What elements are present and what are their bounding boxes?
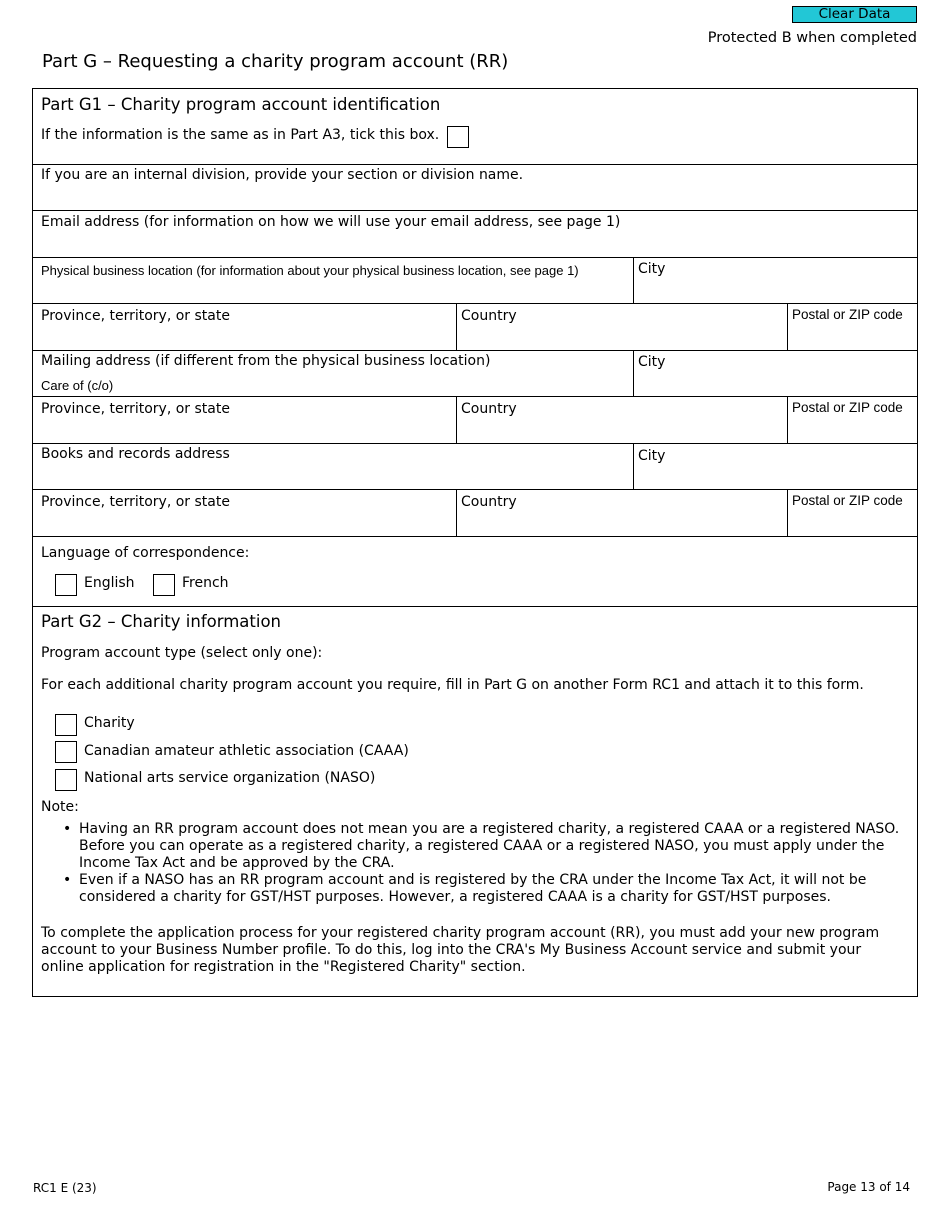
english-label: English: [84, 575, 135, 591]
note-label: Note:: [41, 799, 79, 815]
additional-account-text: For each additional charity program account you require, fill in Part G on another Form RC1 and attach it to this form.: [41, 677, 864, 693]
internal-division-field[interactable]: [33, 186, 917, 209]
divider: [33, 210, 917, 211]
books-province-field[interactable]: [33, 513, 455, 536]
books-records-label: Books and records address: [41, 446, 230, 462]
books-province-label: Province, territory, or state: [41, 494, 230, 510]
divider: [33, 396, 917, 397]
charity-checkbox[interactable]: [55, 714, 77, 736]
physical-country-field[interactable]: [457, 327, 786, 350]
form-code: RC1 E (23): [33, 1181, 97, 1195]
closing-paragraph: To complete the application process for your registered charity program account (RR), you must add your new program account to your Business Number profile. To do this, log into the CRA's My Business Account service and submit your online application for registration in the "Registered Charity" section.: [41, 925, 880, 975]
email-field[interactable]: [33, 233, 917, 256]
same-as-a3-checkbox[interactable]: [447, 126, 469, 148]
physical-postal-field[interactable]: [788, 327, 917, 350]
section-title-g2: Part G2 – Charity information: [41, 612, 282, 631]
naso-checkbox[interactable]: [55, 769, 77, 791]
list-item: • Even if a NASO has an RR program account and is registered by the CRA under the Income Tax Act, it will not be considered a charity for GST/HST purposes. However, a registered CAAA is a charity for GST/HST purposes.: [63, 872, 867, 905]
mailing-province-field[interactable]: [33, 420, 455, 443]
care-of-field[interactable]: [123, 373, 631, 395]
physical-province-label: Province, territory, or state: [41, 308, 230, 324]
divider: [33, 443, 917, 444]
form-box: [32, 88, 918, 997]
mailing-postal-label: Postal or ZIP code: [792, 400, 903, 415]
mailing-province-label: Province, territory, or state: [41, 401, 230, 417]
page-title: Part G – Requesting a charity program account (RR): [42, 51, 509, 72]
mailing-country-field[interactable]: [457, 420, 786, 443]
divider: [33, 257, 917, 258]
caaa-checkbox[interactable]: [55, 741, 77, 763]
email-label: Email address (for information on how we will use your email address, see page 1): [41, 214, 621, 230]
caaa-label: Canadian amateur athletic association (CAAA): [84, 743, 409, 759]
mailing-country-label: Country: [461, 401, 517, 417]
clear-data-button[interactable]: Clear Data: [792, 6, 917, 23]
books-records-field[interactable]: [33, 466, 632, 489]
physical-postal-label: Postal or ZIP code: [792, 307, 903, 322]
french-label: French: [182, 575, 229, 591]
books-postal-label: Postal or ZIP code: [792, 493, 903, 508]
physical-city-label: City: [638, 261, 666, 277]
mailing-postal-field[interactable]: [788, 420, 917, 443]
books-country-field[interactable]: [457, 513, 786, 536]
books-postal-field[interactable]: [788, 513, 917, 536]
physical-location-label: Physical business location (for information about your physical business location, see page 1): [41, 263, 579, 278]
note-text: Having an RR program account does not mean you are a registered charity, a registered CAAA or a registered NASO. Before you can operate as a registered charity, a registered CAAA or a registered NASO, you must apply under the Income Tax Act and be approved by the CRA.: [79, 821, 900, 871]
protected-notice: Protected B when completed: [707, 30, 917, 46]
french-checkbox[interactable]: [153, 574, 175, 596]
note-list: [41, 821, 901, 906]
language-label: Language of correspondence:: [41, 545, 250, 561]
mailing-city-label: City: [638, 354, 666, 370]
section-title-g1: Part G1 – Charity program account identification: [41, 95, 441, 114]
physical-location-field[interactable]: [33, 280, 632, 303]
divider: [33, 350, 917, 351]
divider: [33, 536, 917, 537]
care-of-label: Care of (c/o): [41, 378, 114, 393]
note-text: Even if a NASO has an RR program account and is registered by the CRA under the Income Tax Act, it will not be considered a charity for GST/HST purposes. However, a registered CAAA is a charity for GST/HST purposes.: [79, 872, 867, 905]
physical-city-field[interactable]: [634, 280, 917, 303]
account-type-label: Program account type (select only one):: [41, 645, 323, 661]
english-checkbox[interactable]: [55, 574, 77, 596]
naso-label: National arts service organization (NASO): [84, 770, 376, 786]
same-as-a3-label: If the information is the same as in Part A3, tick this box.: [41, 127, 440, 143]
mailing-city-field[interactable]: [634, 373, 917, 396]
mailing-address-label: Mailing address (if different from the physical business location): [41, 353, 491, 369]
books-country-label: Country: [461, 494, 517, 510]
internal-division-label: If you are an internal division, provide your section or division name.: [41, 167, 524, 183]
books-city-field[interactable]: [634, 466, 917, 489]
divider: [33, 489, 917, 490]
charity-label: Charity: [84, 715, 135, 731]
divider: [33, 303, 917, 304]
list-item: • Having an RR program account does not mean you are a registered charity, a registered CAAA or a registered NASO. Before you can operate as a registered charity, a registered CAAA or a registered NASO, you must apply under the Income Tax Act and be approved by the CRA.: [63, 821, 900, 871]
divider: [33, 606, 917, 607]
physical-province-field[interactable]: [33, 327, 455, 350]
page-number: Page 13 of 14: [827, 1180, 910, 1194]
books-city-label: City: [638, 448, 666, 464]
physical-country-label: Country: [461, 308, 517, 324]
divider: [33, 164, 917, 165]
